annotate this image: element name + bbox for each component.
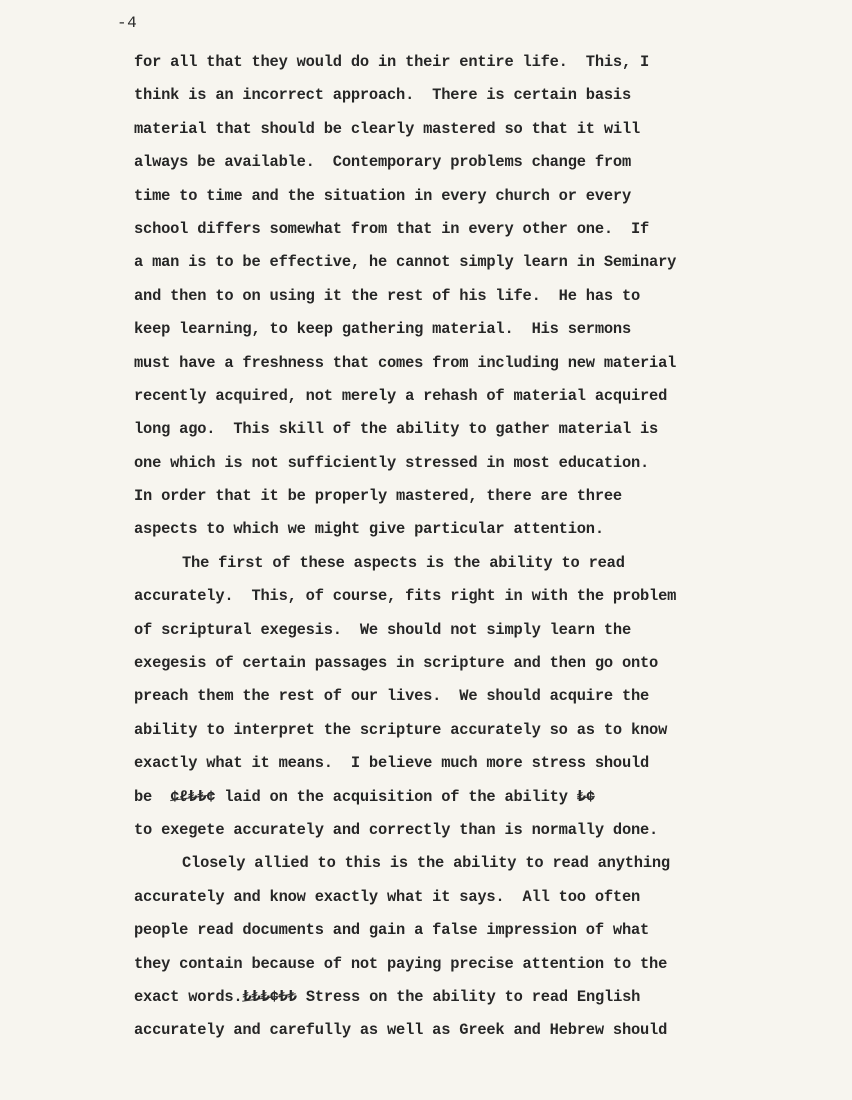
text-line: long ago. This skill of the ability to gather material is: [134, 420, 659, 439]
text-line-with-strikeouts: [134, 781, 774, 814]
page-number: -4: [117, 14, 138, 32]
text-line: time to time and the situation in every church or every: [134, 186, 631, 205]
text-line: think is an incorrect approach. There is certain basis: [134, 86, 631, 105]
text-line: a man is to be effective, he cannot simply learn in Seminary: [134, 253, 677, 272]
text-line: ability to interpret the scripture accurately so as to know: [134, 720, 668, 739]
struck-out-text: ₺₺₺¢₺₺: [242, 981, 296, 1014]
body-text: [134, 46, 774, 1048]
text-line: accurately. This, of course, fits right in with the problem: [134, 587, 677, 606]
text-line: and then to on using it the rest of his life. He has to: [134, 286, 641, 305]
text-line: always be available. Contemporary problems change from: [134, 153, 631, 172]
text-fragment: Stress on the ability to read English: [296, 987, 641, 1006]
text-line-with-strikeouts: [134, 981, 774, 1014]
text-line: aspects to which we might give particular attention.: [134, 520, 604, 539]
text-line: recently acquired, not merely a rehash of material acquired: [134, 386, 668, 405]
text-fragment: laid on the acquisition of the ability: [215, 787, 577, 806]
text-line: school differs somewhat from that in every other one. If: [134, 219, 650, 238]
text-line: one which is not sufficiently stressed in most education.: [134, 453, 650, 472]
text-line: of scriptural exegesis. We should not simply learn the: [134, 620, 631, 639]
text-line: accurately and carefully as well as Greek and Hebrew should: [134, 1021, 668, 1040]
struck-out-text: ₺¢: [577, 781, 595, 814]
paragraph-start-line: Closely allied to this is the ability to read anything: [182, 854, 670, 873]
text-line: In order that it be properly mastered, there are three: [134, 487, 622, 506]
text-line: for all that they would do in their entire life. This, I: [134, 53, 650, 71]
text-line: exactly what it means. I believe much more stress should: [134, 754, 650, 773]
text-fragment: be: [134, 787, 153, 806]
text-line: must have a freshness that comes from including new material: [134, 353, 677, 372]
text-line: material that should be clearly mastered so that it will: [134, 119, 641, 138]
text-line: to exegete accurately and correctly than is normally done.: [134, 820, 659, 839]
text-line: they contain because of not paying precise attention to the: [134, 954, 668, 973]
text-line: accurately and know exactly what it says. All too often: [134, 887, 641, 906]
text-fragment: exact words.: [134, 987, 243, 1006]
text-line: preach them the rest of our lives. We should acquire the: [134, 687, 650, 706]
text-line: exegesis of certain passages in scripture and then go onto: [134, 654, 659, 673]
paragraph-start-line: The first of these aspects is the ability to read: [182, 553, 625, 572]
struck-out-text: ¢ℓ₺₺¢: [170, 781, 215, 814]
text-line: people read documents and gain a false impression of what: [134, 921, 650, 940]
text-line: keep learning, to keep gathering material. His sermons: [134, 320, 631, 339]
